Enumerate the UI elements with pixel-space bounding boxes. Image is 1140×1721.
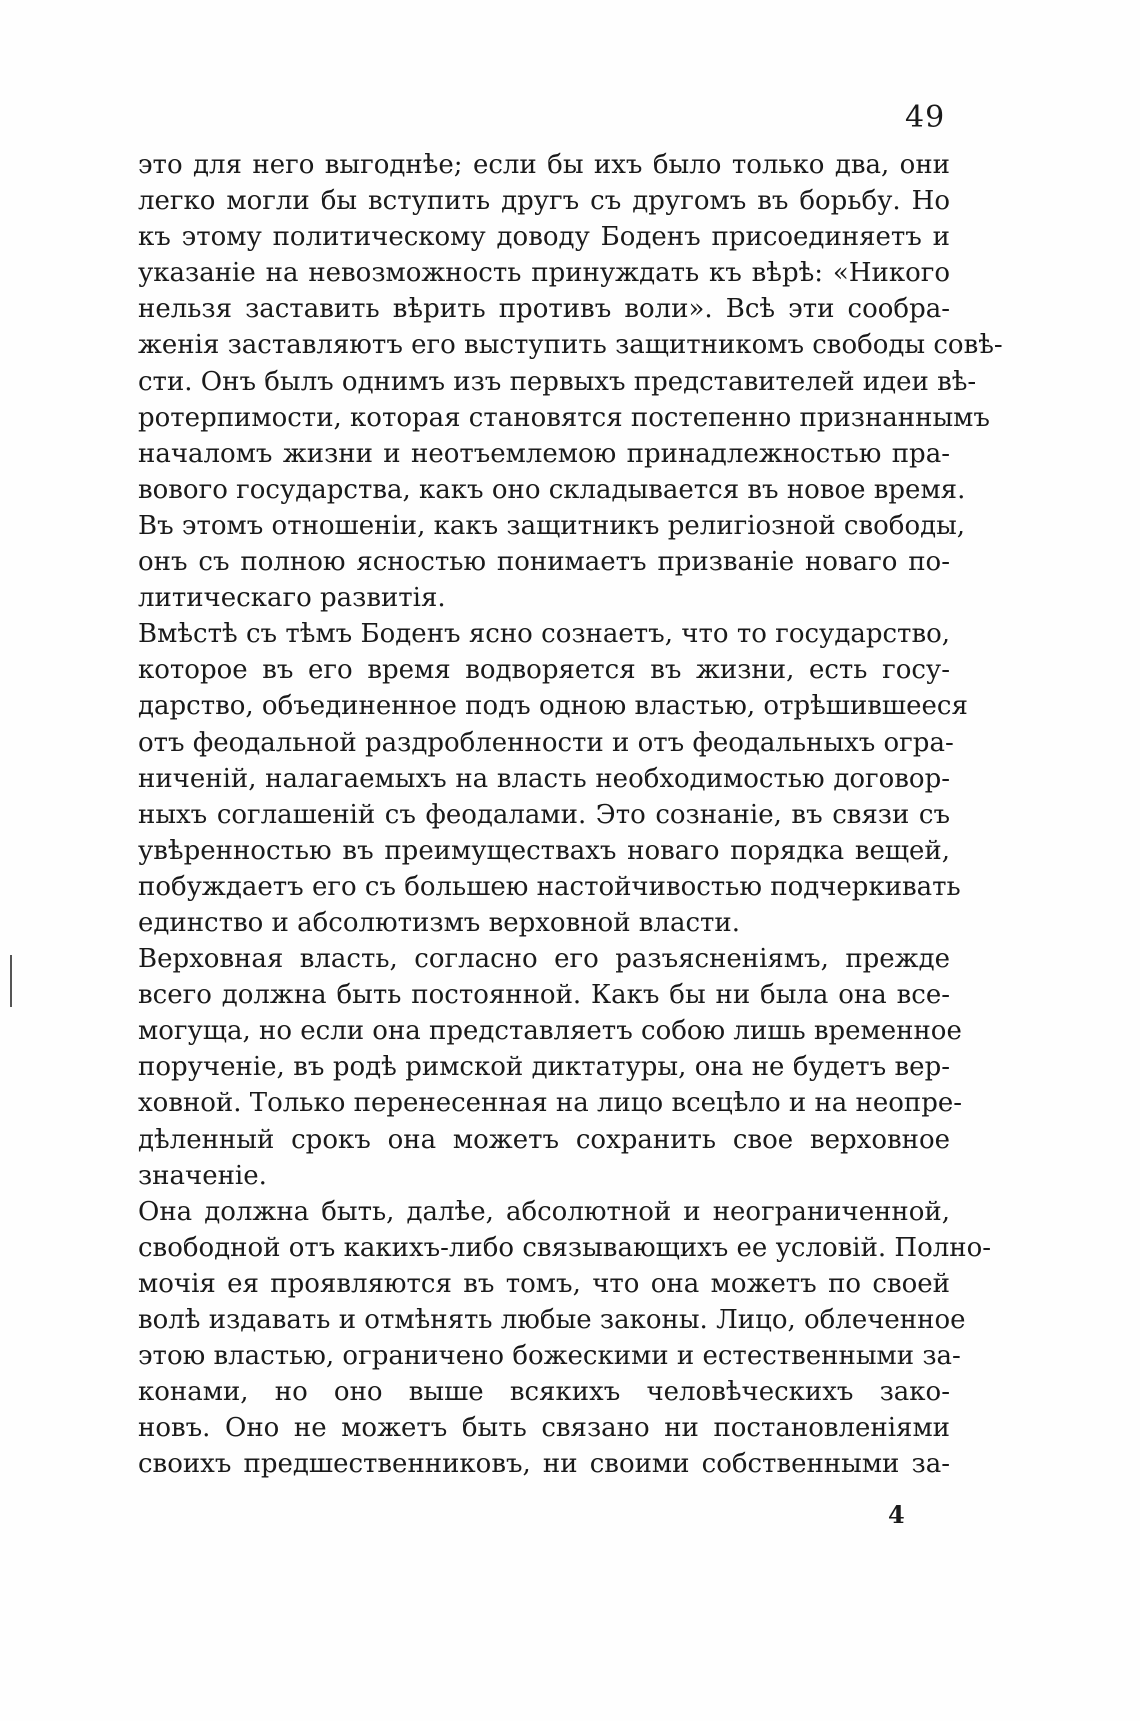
text-line: побуждаетъ его съ большею настойчивостью подчеркивать — [138, 871, 961, 902]
text-line: Вмѣстѣ съ тѣмъ Боденъ ясно сознаетъ, что то государство, — [138, 619, 950, 650]
text-line: волѣ издавать и отмѣнять любые законы. Лицо, облеченное — [138, 1305, 966, 1335]
text-line: мочія ея проявляются въ томъ, что она можетъ по своей — [138, 1268, 950, 1299]
text-line: этою властью, ограничено божескими и естественными за- — [138, 1341, 961, 1372]
text-line: Верховная власть, согласно его разъясненіямъ, прежде — [138, 944, 950, 975]
text-line: сти. Онъ былъ однимъ изъ первыхъ представителей идеи вѣ- — [138, 366, 977, 397]
text-line: увѣренностью въ преимуществахъ новаго порядка вещей, — [138, 835, 950, 866]
text-line: свободной отъ какихъ-либо связывающихъ ее условій. Полно- — [138, 1232, 992, 1263]
text-line: это для него выгоднѣе; если бы ихъ было только два, они — [138, 150, 950, 180]
text-line: единство и абсолютизмъ верховной власти. — [138, 907, 740, 938]
text-line: порученіе, въ родѣ римской диктатуры, она не будетъ вер- — [138, 1052, 950, 1083]
margin-mark — [10, 955, 12, 1007]
text-line: конами, но оно выше всякихъ человѣческихъ зако- — [138, 1377, 950, 1408]
text-line: онъ съ полною ясностью понимаетъ призваніе новаго по- — [138, 547, 950, 578]
text-line: легко могли бы вступить другъ съ другомъ въ борьбу. Но — [138, 186, 950, 217]
text-line: указаніе на невозможность принуждать къ вѣрѣ: «Никого — [138, 258, 950, 289]
text-line: которое въ его время водворяется въ жизни, есть госу- — [138, 655, 950, 686]
text-line: ныхъ соглашеній съ феодалами. Это сознаніе, въ связи съ — [138, 799, 950, 830]
text-line: значеніе. — [138, 1160, 267, 1191]
text-line-split-b: женія заставляютъ его выступить защитникомъ свободы совѣ- — [138, 330, 1003, 361]
text-line: ротерпимости, которая становятся постепенно признаннымъ — [138, 402, 990, 433]
text-line-split-a: нельзя заставить вѣрить противъ воли». Всѣ эти сообра- — [138, 294, 950, 325]
text-line: своихъ предшественниковъ, ни своими собственными за- — [138, 1449, 950, 1480]
text-line: ховной. Только перенесенная на лицо всецѣло и на неопре- — [138, 1088, 963, 1119]
text-line: Въ этомъ отношеніи, какъ защитникъ религіозной свободы, — [138, 510, 966, 541]
text-line: дарство, объединенное подъ одною властью, отрѣшившееся — [138, 691, 968, 722]
text-line: дѣленный срокъ она можетъ сохранить свое верховное — [138, 1124, 950, 1155]
page-number: 49 — [905, 100, 946, 135]
body-text — [138, 147, 1003, 1482]
text-line: литическаго развитія. — [138, 583, 446, 614]
text-line: Она должна быть, далѣе, абсолютной и неограниченной, — [138, 1196, 950, 1227]
text-line: вового государства, какъ оно складывается въ новое время. — [138, 474, 966, 505]
text-line: отъ феодальной раздробленности и отъ феодальныхъ огра- — [138, 727, 954, 758]
text-line: новъ. Оно не можетъ быть связано ни постановленіями — [138, 1413, 950, 1444]
text-line: къ этому политическому доводу Боденъ присоединяетъ и — [138, 222, 950, 253]
text-line: ниченій, налагаемыхъ на власть необходимостью договор- — [138, 763, 950, 794]
text-line: всего должна быть постоянной. Какъ бы ни была она все- — [138, 980, 950, 1011]
text-line: началомъ жизни и неотъемлемою принадлежностью пра- — [138, 438, 950, 469]
signature-mark: 4 — [888, 1500, 905, 1529]
text-line: могуща, но если она представляетъ собою лишь временное — [138, 1016, 962, 1047]
